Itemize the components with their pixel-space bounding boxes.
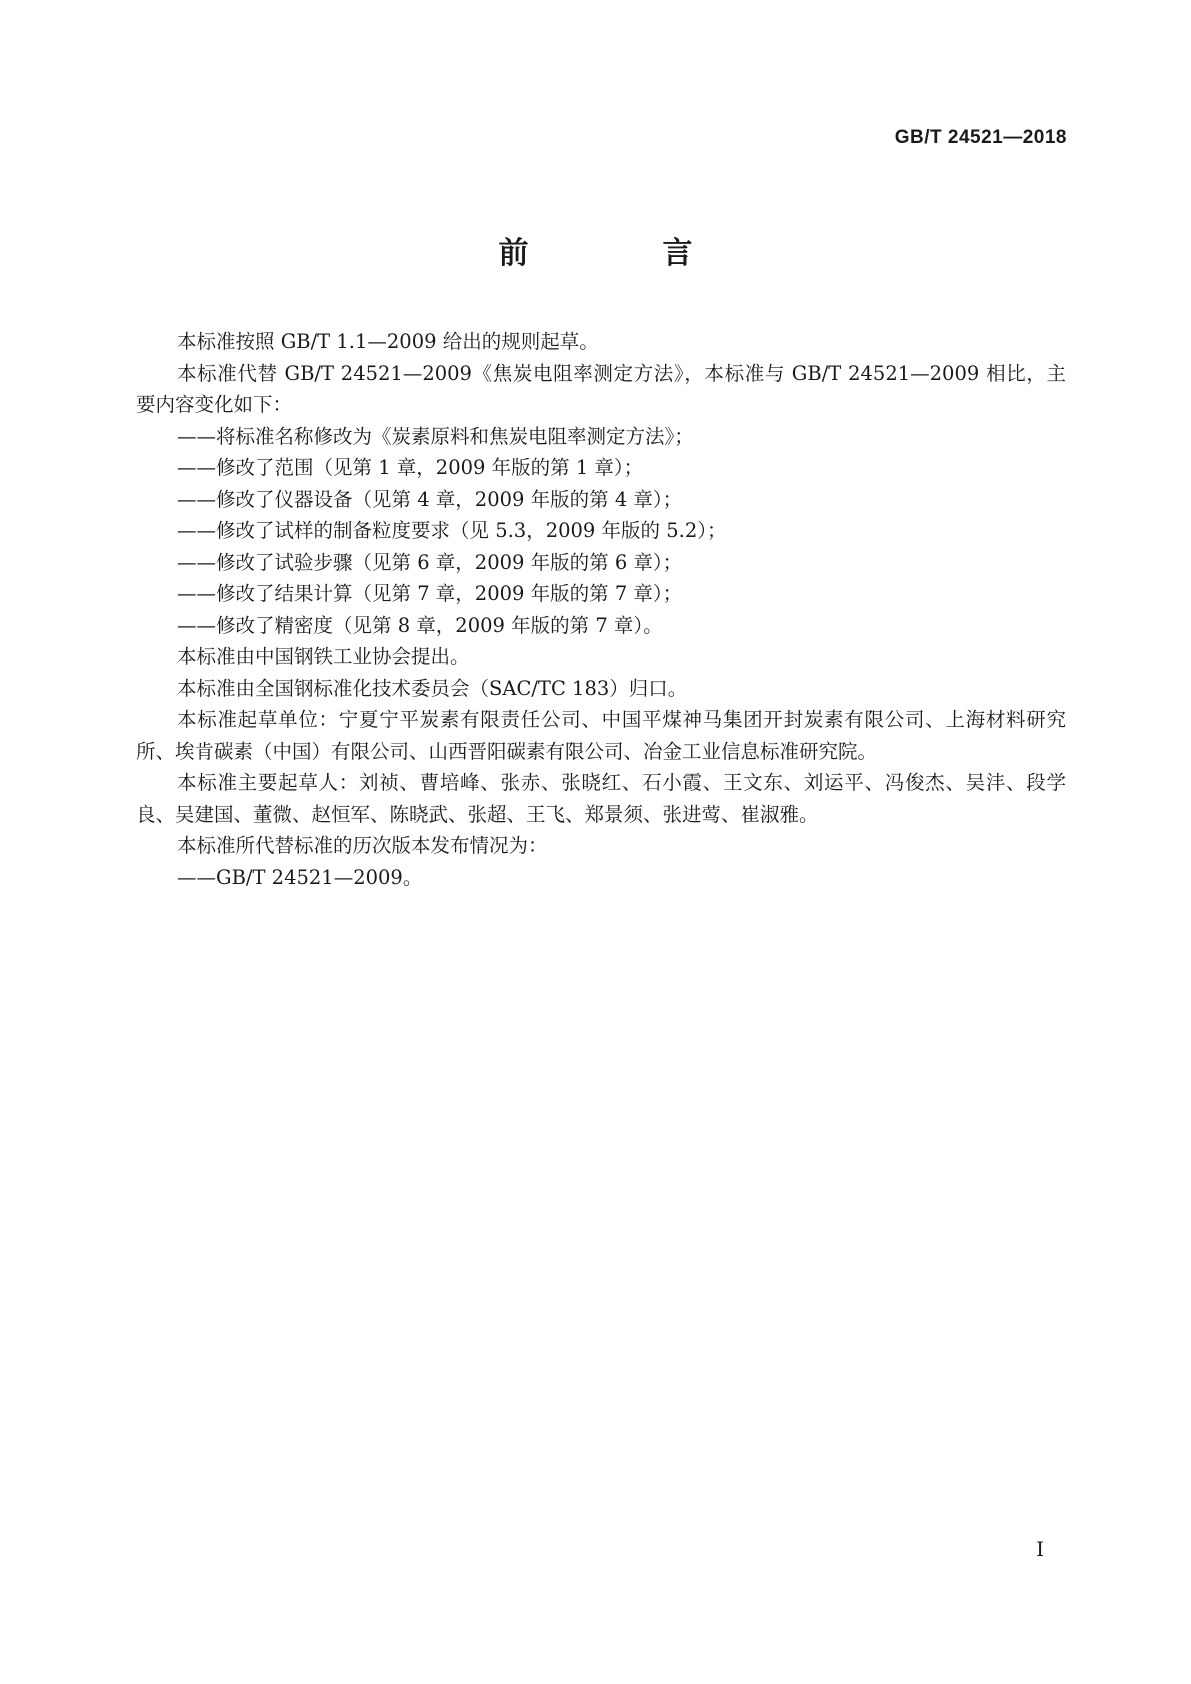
- paragraph-drafters: 本标准主要起草人：刘祯、曹培峰、张赤、张晓红、石小霞、王文东、刘运平、冯俊杰、吴沣、段学良、吴建国、董微、赵恒军、陈晓武、张超、王飞、郑景须、张进莺、崔淑雅。: [136, 771, 1066, 826]
- change-item: ——修改了试验步骤（见第 6 章，2009 年版的第 6 章）；: [177, 550, 683, 574]
- change-item: ——修改了精密度（见第 8 章，2009 年版的第 7 章）。: [177, 613, 663, 637]
- standard-code: GB/T 24521—2018: [894, 127, 1067, 148]
- change-item: ——修改了结果计算（见第 7 章，2009 年版的第 7 章）；: [177, 582, 683, 605]
- change-item: ——将标准名称修改为《炭素原料和焦炭电阻率测定方法》；: [177, 424, 694, 448]
- paragraph-drafting-units: 本标准起草单位：宁夏宁平炭素有限责任公司、中国平煤神马集团开封炭素有限公司、上海材料研究所、埃肯碳素（中国）有限公司、山西晋阳碳素有限公司、冶金工业信息标准研究院。: [136, 708, 1066, 763]
- page-number: I: [1036, 1537, 1044, 1561]
- paragraph-replacement: 本标准代替 GB/T 24521—2009《焦炭电阻率测定方法》，本标准与 GB/T 24521—2009 相比，主要内容变化如下：: [136, 361, 1066, 416]
- paragraph-drafting-rules: 本标准按照 GB/T 1.1—2009 给出的规则起草。: [177, 330, 599, 353]
- page-title: 前 言: [498, 236, 745, 271]
- change-item: ——修改了试样的制备粒度要求（见 5.3，2009 年版的 5.2）；: [177, 519, 727, 542]
- change-item: ——修改了范围（见第 1 章，2009 年版的第 1 章）；: [177, 456, 644, 479]
- paragraph-history: 本标准所代替标准的历次版本发布情况为：: [177, 834, 548, 857]
- paragraph-administrator: 本标准由全国钢标准化技术委员会（SAC/TC 183）归口。: [177, 676, 688, 700]
- paragraph-proposer: 本标准由中国钢铁工业协会提出。: [177, 645, 470, 668]
- change-item: ——修改了仪器设备（见第 4 章，2009 年版的第 4 章）；: [177, 487, 683, 511]
- history-item: ——GB/T 24521—2009。: [177, 865, 423, 889]
- foreword-body: [136, 326, 1066, 893]
